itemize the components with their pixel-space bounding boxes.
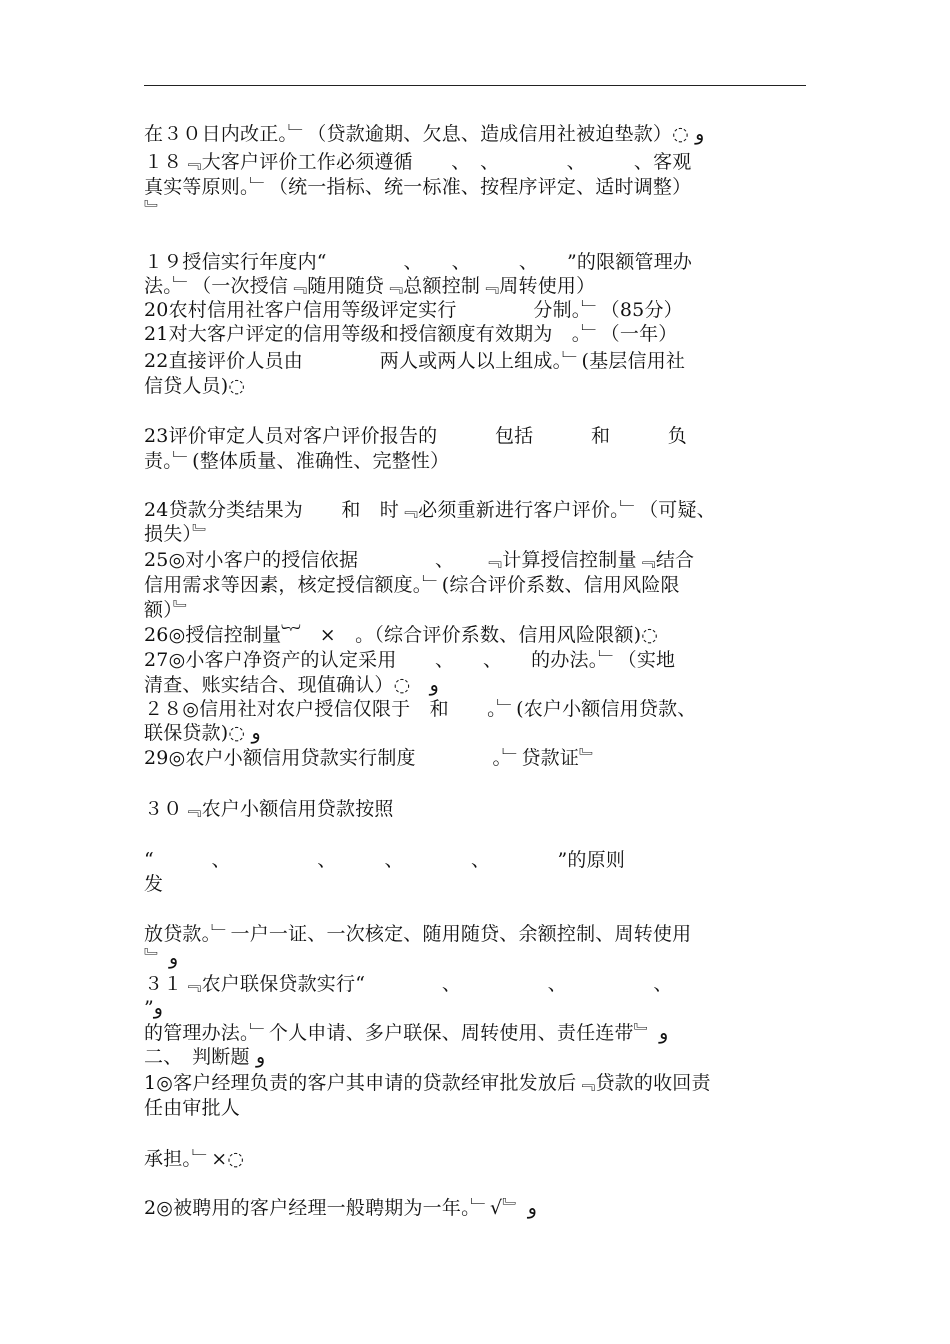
doc-line: 承担。﹂×◌ (144, 1148, 245, 1170)
doc-line: 21对大客户评定的信用等级和授信额度有效期为 。﹂（一年） (144, 323, 678, 345)
doc-line: “ 、 、 、 、 ”的原则 (144, 849, 626, 871)
doc-line: 法。﹂（一次授信﹃随用随贷﹃总额控制﹃周转使用） (144, 275, 596, 297)
doc-line: １９授信实行年度内“ 、 、 、 ”的限额管理办 (144, 251, 693, 273)
doc-line: 2◎被聘用的客户经理一般聘期为一年。﹂√﹄ و (144, 1197, 537, 1219)
doc-line: ３０﹃农户小额信用贷款按照 (144, 798, 394, 820)
doc-line: 联保贷款)◌ و (144, 722, 261, 744)
doc-line: 放贷款。﹂一户一证、一次核定、随用随贷、余额控制、周转使用 (144, 923, 692, 945)
doc-line: ﹄ و (144, 947, 179, 969)
doc-line: ２８◎信用社对农户授信仅限于 和 。﹂(农户小额信用贷款、 (144, 698, 697, 720)
doc-line: 任由审批人 (144, 1097, 241, 1119)
doc-line: １８﹃大客户评价工作必须遵循 、 、 、 、客观 (144, 151, 692, 173)
doc-line: 信贷人员)◌ (144, 375, 246, 397)
doc-line: 的管理办法。﹂个人申请、多户联保、周转使用、责任连带﹄ و (144, 1022, 669, 1044)
doc-line: 发 (144, 873, 164, 895)
doc-line: ﹄ (144, 199, 164, 221)
doc-line: 在３０日内改正。﹂（贷款逾期、欠息、造成信用社被迫垫款）◌ و (144, 123, 705, 145)
doc-line: 1◎客户经理负责的客户其申请的贷款经审批发放后﹃贷款的收回责 (144, 1072, 711, 1094)
section-heading: 二、 判断题 و (144, 1046, 266, 1068)
doc-line: 额）﹄ (144, 599, 193, 621)
doc-line: 23评价审定人员对客户评价报告的 包括 和 负 (144, 425, 687, 447)
doc-line: 24贷款分类结果为 和 时﹃必须重新进行客户评价。﹂（可疑、 (144, 499, 716, 521)
doc-line: 22直接评价人员由 两人或两人以上组成。﹂(基层信用社 (144, 350, 686, 372)
doc-line: 29◎农户小额信用贷款实行制度 。﹂贷款证﹄ (144, 747, 599, 769)
doc-line: 27◎小客户净资产的认定采用 、 、 的办法。﹂（实地 (144, 649, 676, 671)
doc-line: 26◎授信控制量︸ × 。（综合评价系数、信用风险限额)◌ (144, 624, 658, 646)
doc-line: 真实等原则。﹂（统一指标、统一标准、按程序评定、适时调整） (144, 176, 692, 198)
doc-line: 25◎对小客户的授信依据 、 ﹃计算授信控制量﹃结合 (144, 549, 695, 571)
doc-line: 清查、账实结合、现值确认）◌ و (144, 674, 439, 696)
doc-line: ３１﹃农户联保贷款实行“ 、 、 、 (144, 973, 673, 995)
doc-line: 损失）﹄ (144, 523, 212, 545)
doc-line: ”و (144, 997, 163, 1019)
doc-line: 20农村信用社客户信用等级评定实行 分制。﹂（85分） (144, 299, 683, 321)
header-rule (144, 85, 806, 86)
doc-line: 信用需求等因素，核定授信额度。﹂(综合评价系数、信用风险限 (144, 574, 680, 596)
doc-line: 责。﹂(整体质量、准确性、完整性） (144, 450, 450, 472)
